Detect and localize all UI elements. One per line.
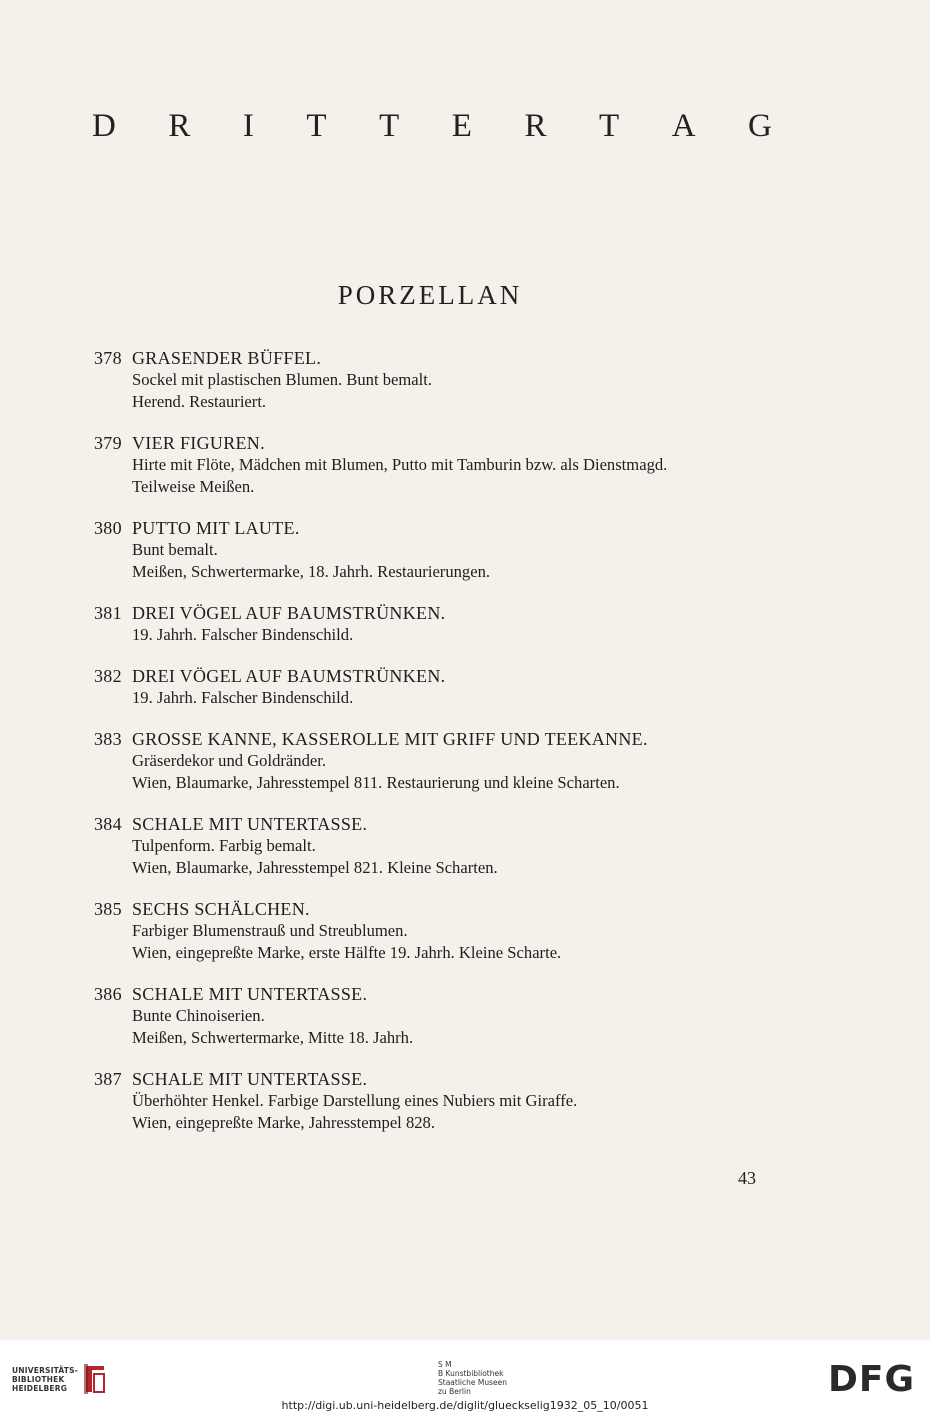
entry-description: Sockel mit plastischen Blumen. Bunt bemalt. <box>132 370 433 389</box>
entry-description: Hirte mit Flöte, Mädchen mit Blumen, Putto mit Tamburin bzw. als Dienstmagd. <box>132 455 668 474</box>
page-number: 43 <box>738 1168 756 1188</box>
university-logo-line: UNIVERSITÄTS- <box>12 1365 79 1375</box>
entry-title-line <box>94 984 784 1005</box>
kunstbibliothek-line: Staatliche Museen <box>438 1378 507 1387</box>
entry-description: Teilweise Meißen. <box>132 477 255 496</box>
entry-description: Meißen, Schwertermarke, Mitte 18. Jahrh. <box>132 1028 414 1047</box>
entry-description: Wien, Blaumarke, Jahresstempel 811. Restaurierung und kleine Scharten. <box>132 773 620 792</box>
entry-description: 19. Jahrh. Falscher Bindenschild. <box>132 625 354 644</box>
entry-description: Herend. Restauriert. <box>132 392 267 411</box>
university-logo-text <box>12 1366 78 1393</box>
entry-title-line <box>94 603 784 624</box>
entry-title: DREI VÖGEL AUF BAUMSTRÜNKEN. <box>132 603 446 623</box>
entry-title-line <box>94 518 784 539</box>
heading-letter: T <box>599 108 620 144</box>
entry-number: 381 <box>94 603 122 623</box>
entry-title-line <box>94 899 784 920</box>
section-title: PORZELLAN <box>337 280 523 310</box>
entry-number: 382 <box>94 666 122 686</box>
entry-description: Tulpenform. Farbig bemalt. <box>132 836 316 855</box>
heading-letter: I <box>242 108 254 144</box>
entry-number: 378 <box>94 348 122 368</box>
entry-title: DREI VÖGEL AUF BAUMSTRÜNKEN. <box>132 666 446 686</box>
entry-description: Gräserdekor und Goldränder. <box>132 751 326 770</box>
entry-description: Wien, eingepreßte Marke, Jahresstempel 828. <box>132 1113 435 1132</box>
entry-title-line <box>94 348 784 369</box>
kunstbibliothek-line: zu Berlin <box>438 1387 471 1396</box>
day-heading <box>92 108 772 145</box>
entry-number: 380 <box>94 518 122 538</box>
university-emblem-icon <box>82 1362 108 1396</box>
catalog-entries <box>94 348 784 1154</box>
catalog-entry <box>94 666 784 709</box>
entry-number: 379 <box>94 433 122 453</box>
entry-description: Meißen, Schwertermarke, 18. Jahrh. Restaurierungen. <box>132 562 491 581</box>
entry-title: SCHALE MIT UNTERTASSE. <box>132 1069 368 1089</box>
heading-letter: A <box>671 108 696 144</box>
heading-letter: E <box>451 108 472 144</box>
entry-description: Farbiger Blumenstrauß und Streublumen. <box>132 921 408 940</box>
kunstbibliothek-line: S M <box>438 1360 452 1369</box>
university-logo-line: BIBLIOTHEK <box>12 1374 65 1384</box>
entry-title-line <box>94 666 784 687</box>
entry-description: 19. Jahrh. Falscher Bindenschild. <box>132 688 354 707</box>
entry-title-line <box>94 814 784 835</box>
entry-description: Wien, Blaumarke, Jahresstempel 821. Kleine Scharten. <box>132 858 498 877</box>
catalog-entry <box>94 729 784 794</box>
heading-letter: R <box>168 108 191 144</box>
entry-number: 386 <box>94 984 122 1004</box>
heading-letter: G <box>748 108 772 144</box>
heading-letter: T <box>379 108 400 144</box>
catalog-entry <box>94 348 784 413</box>
entry-description: Wien, eingepreßte Marke, erste Hälfte 19. Jahrh. Kleine Scharte. <box>132 943 562 962</box>
dfg-logo[interactable]: DFG <box>828 1359 916 1400</box>
entry-title: SECHS SCHÄLCHEN. <box>132 899 310 919</box>
entry-title: PUTTO MIT LAUTE. <box>132 518 300 538</box>
entry-number: 385 <box>94 899 122 919</box>
catalog-entry <box>94 433 784 498</box>
entry-title: GROSSE KANNE, KASSEROLLE MIT GRIFF UND TEEKANNE. <box>132 729 648 749</box>
university-logo-line: HEIDELBERG <box>12 1383 68 1393</box>
catalog-entry <box>94 1069 784 1134</box>
kunstbibliothek-line: B Kunstbibliothek <box>438 1369 504 1378</box>
entry-number: 383 <box>94 729 122 749</box>
entry-description: Bunte Chinoiserien. <box>132 1006 265 1025</box>
catalog-entry <box>94 814 784 879</box>
entry-description: Bunt bemalt. <box>132 540 218 559</box>
entry-title-line <box>94 433 784 454</box>
catalog-entry <box>94 984 784 1049</box>
entry-title: VIER FIGUREN. <box>132 433 265 453</box>
heading-letter: R <box>524 108 547 144</box>
entry-title: GRASENDER BÜFFEL. <box>132 348 322 368</box>
entry-number: 387 <box>94 1069 122 1089</box>
entry-description: Überhöhter Henkel. Farbige Darstellung eines Nubiers mit Giraffe. <box>132 1091 578 1110</box>
permalink-url[interactable]: http://digi.ub.uni-heidelberg.de/diglit/glueckselig1932_05_10/0051 <box>281 1399 649 1412</box>
heading-letter: D <box>92 108 116 144</box>
entry-title: SCHALE MIT UNTERTASSE. <box>132 984 368 1004</box>
entry-number: 384 <box>94 814 122 834</box>
catalog-entry <box>94 603 784 646</box>
kunstbibliothek-logo[interactable] <box>438 1360 507 1396</box>
heading-letter: T <box>306 108 327 144</box>
entry-title-line <box>94 729 784 750</box>
catalog-entry <box>94 899 784 964</box>
entry-title-line <box>94 1069 784 1090</box>
catalog-entry <box>94 518 784 583</box>
university-library-logo[interactable] <box>12 1362 108 1396</box>
entry-title: SCHALE MIT UNTERTASSE. <box>132 814 368 834</box>
